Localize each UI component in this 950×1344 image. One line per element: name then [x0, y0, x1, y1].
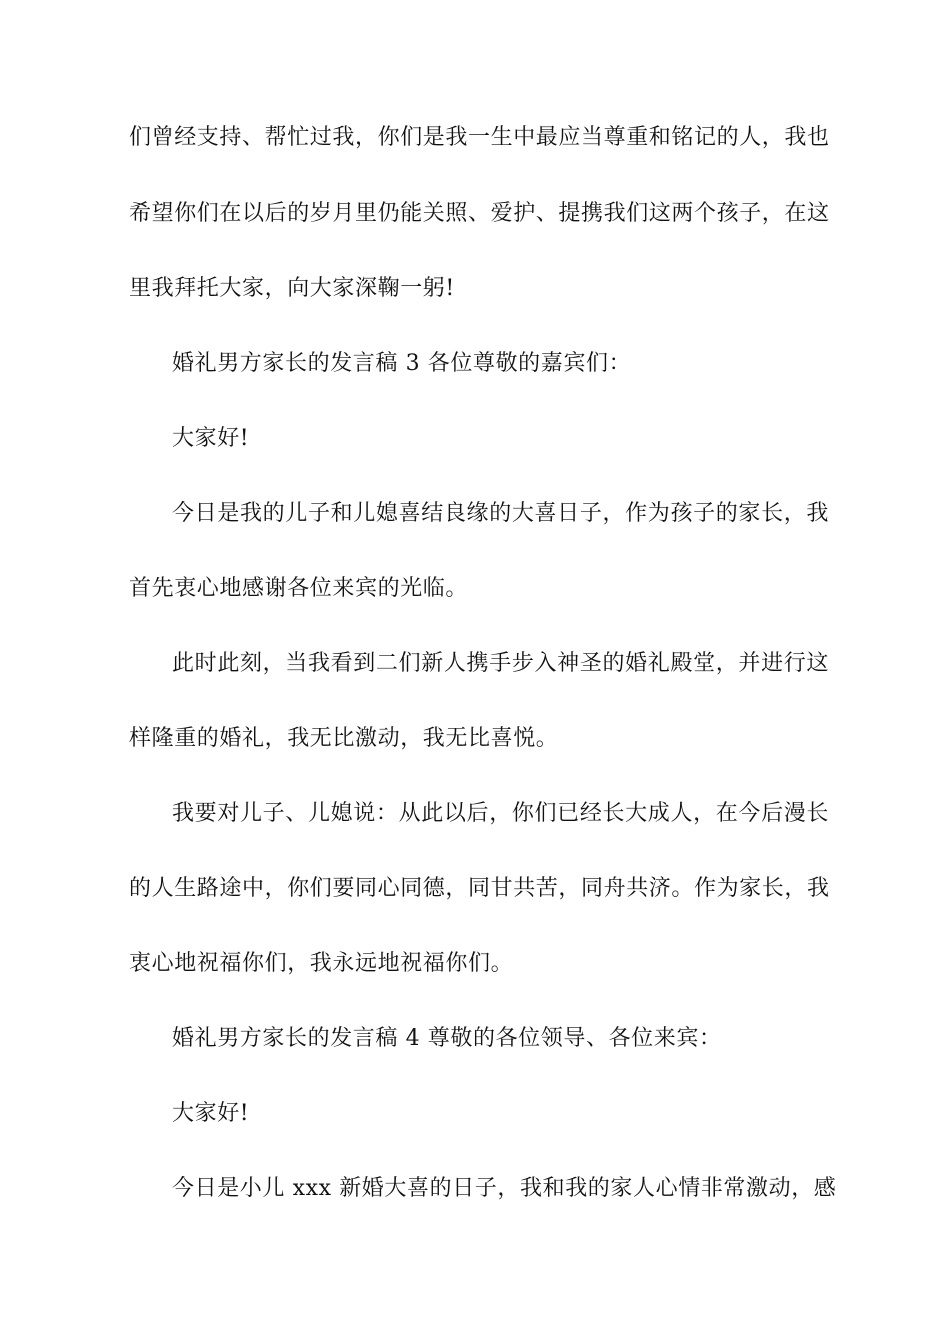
greeting-line: 大家好! [172, 426, 250, 451]
section-heading-line: 婚礼男方家长的发言稿 4 尊敬的各位领导、各位来宾： [172, 1026, 722, 1051]
paragraph-line: 此时此刻，当我看到二们新人携手步入神圣的婚礼殿堂，并进行这 [172, 651, 829, 676]
paragraph-line: 里我拜托大家，向大家深鞠一躬! [129, 276, 455, 301]
paragraph-line: 首先衷心地感谢各位来宾的光临。 [129, 576, 469, 601]
paragraph-line: 们曾经支持、帮忙过我，你们是我一生中最应当尊重和铭记的人，我也 [129, 125, 830, 150]
paragraph-line: 样隆重的婚礼，我无比激动，我无比喜悦。 [129, 726, 559, 751]
section-heading-line: 婚礼男方家长的发言稿 3 各位尊敬的嘉宾们： [172, 351, 632, 376]
paragraph-line: 今日是小儿 xxx 新婚大喜的日子，我和我的家人心情非常激动，感 [172, 1176, 837, 1201]
paragraph-line: 衷心地祝福你们，我永远地祝福你们。 [129, 951, 514, 976]
paragraph-line: 今日是我的儿子和儿媳喜结良缘的大喜日子，作为孩子的家长，我 [172, 501, 829, 526]
paragraph-line: 希望你们在以后的岁月里仍能关照、爱护、提携我们这两个孩子，在这 [129, 201, 830, 226]
paragraph-line: 的人生路途中，你们要同心同德，同甘共苦，同舟共济。作为家长，我 [129, 876, 830, 901]
paragraph-line: 我要对儿子、儿媳说：从此以后，你们已经长大成人，在今后漫长 [172, 801, 829, 826]
greeting-line: 大家好! [172, 1101, 250, 1126]
